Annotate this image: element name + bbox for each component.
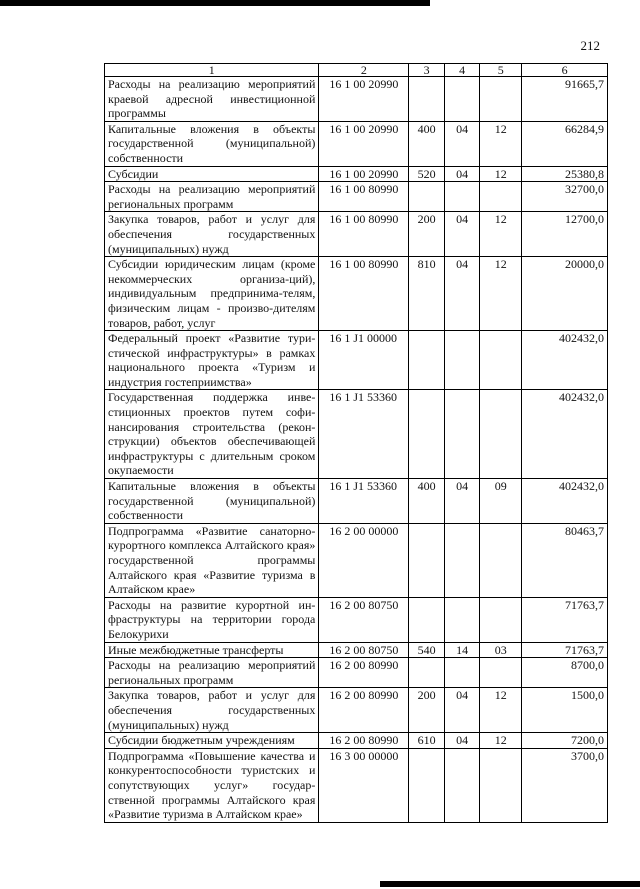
cell-name: Капитальные вложения в объекты государственной (муниципальной) собственности	[105, 479, 319, 524]
cell-subsection	[480, 390, 522, 479]
cell-target-code: 16 1 00 80990	[319, 212, 409, 257]
table-row	[105, 121, 608, 166]
scan-edge-bottom	[380, 881, 640, 887]
cell-section	[444, 597, 480, 642]
cell-expense-type: 400	[409, 121, 445, 166]
cell-subsection: 12	[480, 121, 522, 166]
cell-target-code: 16 1 00 20990	[319, 77, 409, 122]
cell-section: 04	[444, 688, 480, 733]
cell-amount: 71763,7	[522, 642, 608, 658]
cell-subsection: 12	[480, 212, 522, 257]
cell-name: Подпрограмма «Повышение качества и конкурентоспособности туристских и сопутствующих услуг» государ-ственной программы Алтайского края «Развитие туризма в Алтайском крае»	[105, 748, 319, 822]
cell-section	[444, 658, 480, 688]
cell-name: Расходы на реализацию мероприятий краевой адресной инвестиционной программы	[105, 77, 319, 122]
cell-amount: 402432,0	[522, 479, 608, 524]
table-header-row	[105, 64, 608, 77]
cell-subsection: 12	[480, 166, 522, 182]
cell-target-code: 16 1 00 80990	[319, 182, 409, 212]
table-row	[105, 479, 608, 524]
cell-amount: 32700,0	[522, 182, 608, 212]
cell-section	[444, 523, 480, 597]
cell-expense-type	[409, 331, 445, 390]
header-col-4: 4	[444, 64, 480, 77]
header-col-1: 1	[105, 64, 319, 77]
cell-subsection: 03	[480, 642, 522, 658]
cell-name: Государственная поддержка инве-стиционных проектов путем софи-нансирования строительства (рекон-струкции) объектов обеспечивающей инфраструктуры с длительным сроком окупаемости	[105, 390, 319, 479]
cell-name: Расходы на реализацию мероприятий региональных программ	[105, 658, 319, 688]
cell-subsection: 12	[480, 733, 522, 749]
cell-section: 04	[444, 121, 480, 166]
cell-expense-type	[409, 182, 445, 212]
table-row	[105, 688, 608, 733]
table-row	[105, 182, 608, 212]
cell-target-code: 16 2 00 80990	[319, 658, 409, 688]
cell-name: Закупка товаров, работ и услуг для обеспечения государственных (муниципальных) нужд	[105, 688, 319, 733]
cell-target-code: 16 2 00 80750	[319, 642, 409, 658]
cell-amount: 7200,0	[522, 733, 608, 749]
cell-expense-type: 610	[409, 733, 445, 749]
cell-subsection	[480, 748, 522, 822]
cell-subsection: 09	[480, 479, 522, 524]
page-number: 212	[580, 38, 600, 53]
cell-section: 04	[444, 733, 480, 749]
cell-amount: 12700,0	[522, 212, 608, 257]
table-row	[105, 212, 608, 257]
cell-name: Расходы на развитие курортной ин-фраструктуры на территории города Белокурихи	[105, 597, 319, 642]
cell-expense-type	[409, 77, 445, 122]
cell-target-code: 16 1 00 20990	[319, 121, 409, 166]
cell-expense-type: 540	[409, 642, 445, 658]
cell-subsection	[480, 331, 522, 390]
cell-target-code: 16 2 00 00000	[319, 523, 409, 597]
cell-section	[444, 390, 480, 479]
cell-amount: 25380,8	[522, 166, 608, 182]
cell-name: Подпрограмма «Развитие санаторно-курортного комплекса Алтайского края» государственной программы Алтайского края «Развитие туризма в Алтайском крае»	[105, 523, 319, 597]
cell-subsection	[480, 182, 522, 212]
cell-section: 04	[444, 479, 480, 524]
cell-name: Капитальные вложения в объекты государственной (муниципальной) собственности	[105, 121, 319, 166]
table-row	[105, 658, 608, 688]
cell-target-code: 16 1 00 80990	[319, 257, 409, 331]
header-col-2: 2	[319, 64, 409, 77]
table-row	[105, 748, 608, 822]
cell-section: 04	[444, 166, 480, 182]
cell-expense-type	[409, 658, 445, 688]
cell-target-code: 16 1 J1 00000	[319, 331, 409, 390]
cell-name: Закупка товаров, работ и услуг для обеспечения государственных (муниципальных) нужд	[105, 212, 319, 257]
cell-amount: 20000,0	[522, 257, 608, 331]
header-col-3: 3	[409, 64, 445, 77]
cell-subsection	[480, 658, 522, 688]
cell-section	[444, 182, 480, 212]
cell-target-code: 16 1 J1 53360	[319, 479, 409, 524]
cell-target-code: 16 2 00 80990	[319, 688, 409, 733]
table-row	[105, 390, 608, 479]
scan-edge-top	[0, 0, 430, 6]
cell-target-code: 16 1 J1 53360	[319, 390, 409, 479]
cell-subsection	[480, 523, 522, 597]
cell-amount: 66284,9	[522, 121, 608, 166]
cell-subsection	[480, 597, 522, 642]
cell-expense-type	[409, 390, 445, 479]
table-row	[105, 331, 608, 390]
cell-expense-type: 200	[409, 688, 445, 733]
cell-section: 14	[444, 642, 480, 658]
table-row	[105, 733, 608, 749]
cell-amount: 71763,7	[522, 597, 608, 642]
cell-name: Федеральный проект «Развитие тури-стической инфраструктуры» в рамках национального проекта «Туризм и индустрия гостеприимства»	[105, 331, 319, 390]
cell-expense-type: 200	[409, 212, 445, 257]
cell-amount: 80463,7	[522, 523, 608, 597]
cell-section	[444, 748, 480, 822]
table-row	[105, 597, 608, 642]
header-col-6: 6	[522, 64, 608, 77]
cell-target-code: 16 2 00 80750	[319, 597, 409, 642]
cell-subsection: 12	[480, 257, 522, 331]
cell-section: 04	[444, 257, 480, 331]
cell-section	[444, 77, 480, 122]
header-col-5: 5	[480, 64, 522, 77]
cell-expense-type: 810	[409, 257, 445, 331]
cell-expense-type	[409, 748, 445, 822]
table-row	[105, 642, 608, 658]
table-row	[105, 257, 608, 331]
cell-expense-type	[409, 523, 445, 597]
budget-table	[104, 63, 608, 823]
cell-name: Субсидии юридическим лицам (кроме некоммерческих организа-ций), индивидуальным предпринима-телям, физическим лицам - произво-дителям товаров, работ, услуг	[105, 257, 319, 331]
cell-amount: 3700,0	[522, 748, 608, 822]
cell-name: Иные межбюджетные трансферты	[105, 642, 319, 658]
cell-target-code: 16 1 00 20990	[319, 166, 409, 182]
cell-amount: 402432,0	[522, 390, 608, 479]
cell-name: Субсидии бюджетным учреждениям	[105, 733, 319, 749]
cell-amount: 402432,0	[522, 331, 608, 390]
cell-subsection: 12	[480, 688, 522, 733]
cell-name: Субсидии	[105, 166, 319, 182]
cell-amount: 1500,0	[522, 688, 608, 733]
table-row	[105, 166, 608, 182]
cell-expense-type: 400	[409, 479, 445, 524]
table-row	[105, 77, 608, 122]
cell-amount: 8700,0	[522, 658, 608, 688]
cell-target-code: 16 3 00 00000	[319, 748, 409, 822]
cell-name: Расходы на реализацию мероприятий региональных программ	[105, 182, 319, 212]
cell-section	[444, 331, 480, 390]
cell-section: 04	[444, 212, 480, 257]
table-row	[105, 523, 608, 597]
cell-expense-type: 520	[409, 166, 445, 182]
cell-amount: 91665,7	[522, 77, 608, 122]
cell-target-code: 16 2 00 80990	[319, 733, 409, 749]
cell-expense-type	[409, 597, 445, 642]
cell-subsection	[480, 77, 522, 122]
